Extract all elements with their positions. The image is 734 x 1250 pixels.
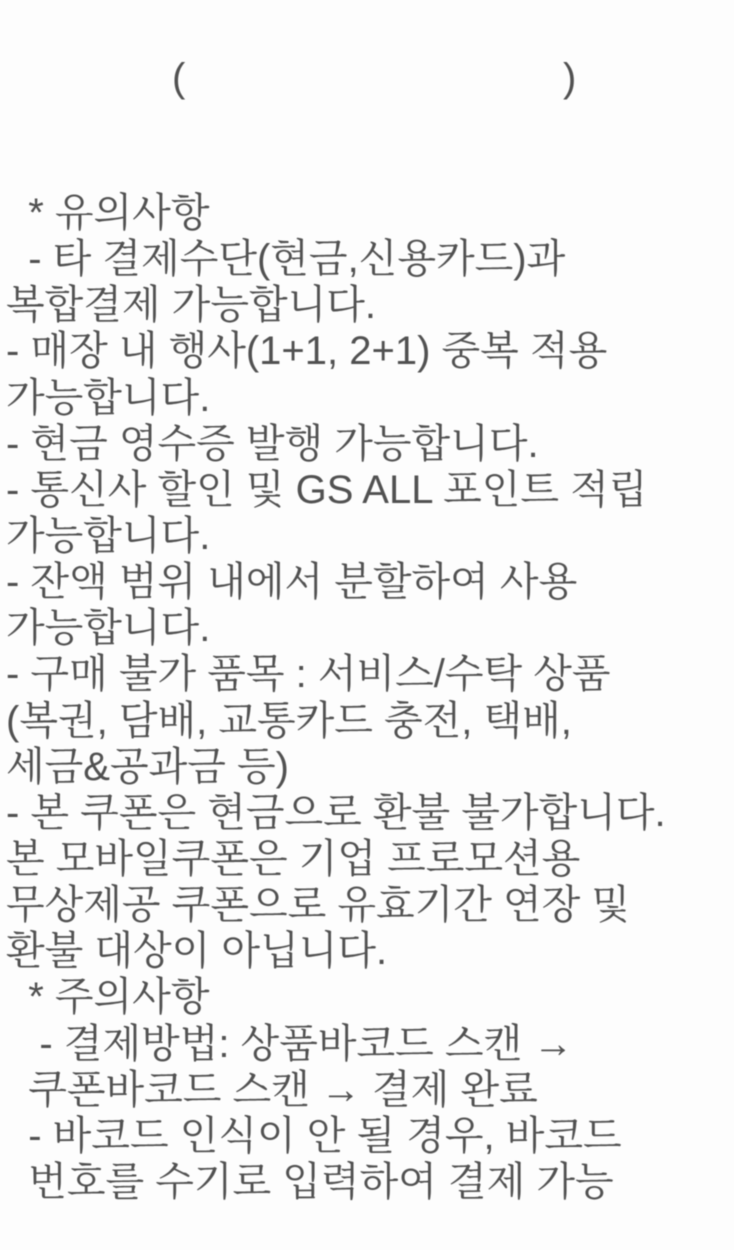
terms-line: (복권, 담배, 교통카드 충전, 택배, <box>6 698 572 743</box>
terms-line: - 잔액 범위 내에서 분할하여 사용 <box>6 560 578 605</box>
terms-line: - 매장 내 행사(1+1, 2+1) 중복 적용 <box>6 329 608 374</box>
terms-line: 쿠폰바코드 스캔 → 결제 완료 <box>6 1067 538 1112</box>
terms-line: - 타 결제수단(현금,신용카드)과 <box>6 237 566 282</box>
terms-line: * 유의사항 <box>6 191 210 235</box>
terms-line: - 본 쿠폰은 현금으로 환불 불가합니다. <box>6 790 666 835</box>
terms-line: 번호를 수기로 입력하여 결제 가능 <box>6 1159 614 1204</box>
terms-line: - 현금 영수증 발행 가능합니다. <box>6 421 539 466</box>
terms-line: 가능합니다. <box>6 513 211 558</box>
clipped-open-paren: ( <box>172 56 186 100</box>
terms-line: - 바코드 인식이 안 될 경우, 바코드 <box>6 1113 622 1158</box>
terms-line: 본 모바일쿠폰은 기업 프로모션용 <box>6 836 581 881</box>
terms-line: * 주의사항 <box>6 975 210 1020</box>
terms-line: 환불 대상이 아닙니다. <box>6 929 388 974</box>
terms-line: - 통신사 할인 및 GS ALL 포인트 적립 <box>6 467 648 512</box>
terms-line: - 결제방법: 상품바코드 스캔 → <box>6 1021 574 1066</box>
terms-line: 가능합니다. <box>6 606 211 651</box>
terms-text-block <box>6 190 734 1205</box>
clipped-close-paren: ) <box>563 56 577 100</box>
terms-line: 복합결제 가능합니다. <box>6 283 376 328</box>
clipped-previous-line <box>6 56 734 100</box>
terms-line: 세금&공과금 등) <box>6 744 289 789</box>
terms-line: - 구매 불가 품목 : 서비스/수탁 상품 <box>6 652 611 697</box>
terms-line: 무상제공 쿠폰으로 유효기간 연장 및 <box>6 883 631 928</box>
terms-line: 가능합니다. <box>6 375 211 420</box>
